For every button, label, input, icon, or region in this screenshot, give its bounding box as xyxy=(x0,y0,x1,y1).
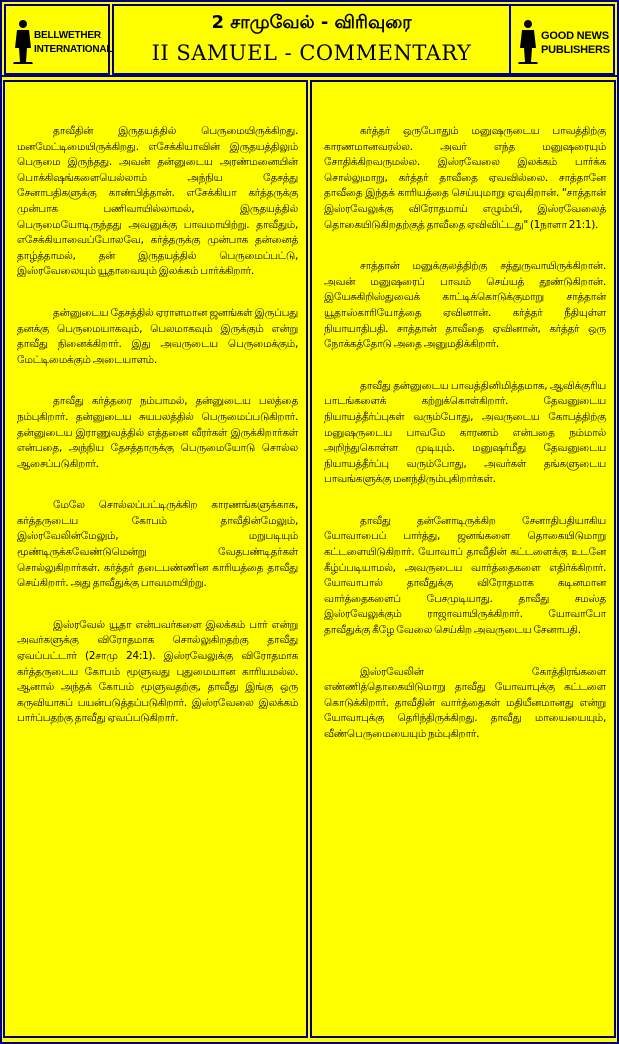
left-column xyxy=(3,80,308,1038)
bellwether-figure-icon xyxy=(12,18,34,64)
paragraph: கர்த்தர் ஒருபோதும் மனுஷருடைய பாவத்திற்கு காரணமானவரல்ல. அவர் எந்த மனுஷரையும் சோதிக்கிறவருமல்ல. இஸ்ரவேலை இலக்கம் பார்க்க சொல்லுமாறு, கர்த்தர் தாவீதை ஏவவில்லை. சாத்தானே தாவீதை இந்தக் காரியத்தை செய்யுமாறு ஏவுகிறான். "சாத்தான் இஸ்ரவேலுக்கு விரோதமாய் எழும்பி, இஸ்ரவேலைத் தொகையிடுகிறதற்குத் தாவீதை ஏவிவிட்டது" (1நாளா 21:1). xyxy=(324,125,606,231)
paragraph: இஸ்ரவேலின் கோத்திரங்களை எண்ணித்தொகையிடுமாறு தாவீது யோவாபுக்கு கட்டளை கொடுக்கிறார். தாவீதின் வார்த்தைகள் மதியீனமானது என்று யோவாபுக்கு தெரிந்திருக்கிறது. தாவீது மாயையையும், வீண்பெருமையையும் நம்புகிறார். xyxy=(324,665,606,740)
title-box xyxy=(112,4,511,75)
paragraph: மேலே சொல்லப்பட்டிருக்கிற காரணங்களுக்காக, கர்த்தருடைய கோபம் தாவீதின்மேலும், இஸ்ரவேலின்மேலும், மறுபடியும் மூண்டிருக்கவேண்டுமென்று வேதபண்டிதர்கள் சொல்லுகிறார்கள். கர்த்தர் தடைபண்ணின காரியத்தை தாவீது செய்கிறார். அது தாவீதுக்கு பாவமாயிற்று. xyxy=(17,499,298,590)
good-news-logo xyxy=(509,4,615,75)
bellwether-logo xyxy=(4,4,113,75)
left-column-text xyxy=(17,124,298,753)
right-column-text xyxy=(324,124,606,769)
paragraph: தாவீதின் இருதயத்தில் பெருமையிருக்கிறது. மனமேட்டிமையிருக்கிறது. எசேக்கியாவின் இருதயத்திலும் பெருமை இருந்தது. அவன் தன்னுடைய அரண்மனையின் பொக்கிஷங்களையெல்லாம் அந்நிய தேசத்து சேனாபதிகளுக்கு காண்பித்தான். எசேக்கியா கர்த்தருக்கு முன்பாக பணிவாயில்லாமல், இருதயத்தில் பெருமையோடிருந்தது அவனுக்கு பாவமாயிற்று. தாவீதும், எசேக்கியாவைப்போலவே, கர்த்தருக்கு முன்பாக தன்னைத் தாழ்த்தாமல், தன் இருதயத்தில் பெருமைப்பட்டு, இஸ்ரவேலையும் யூதாவையும் இலக்கம் பார்க்கிறார். xyxy=(17,125,298,278)
page-title-english: II SAMUEL - COMMENTARY xyxy=(151,41,472,65)
page-header xyxy=(0,0,619,77)
paragraph: தாவீது கர்த்தரை நம்பாமல், தன்னுடைய பலத்தை நம்புகிறார். தன்னுடைய சுயபலத்தில் பெருமைப்படுகிறார். தன்னுடைய இராணுவத்தில் எத்தனை வீரர்கள் இருக்கிறார்கள் என்பதை, அந்நிய தேசத்தாருக்கு பெருமையோடு சொல்ல ஆசைப்படுகிறார். xyxy=(17,395,298,470)
logo-left-line2: INTERNATIONAL xyxy=(34,44,113,55)
logo-left-line1: BELLWETHER xyxy=(34,30,101,41)
paragraph: தன்னுடைய தேசத்தில் ஏராளமான ஜனங்கள் இருப்பது தனக்கு பெருமையாகவும், பெலமாகவும் இருக்கும் என்று தாவீது நினைக்கிறார். இது அவருடைய பெருமைக்கும், மேட்டிமைக்கும் அடையாளம். xyxy=(17,306,298,366)
right-column xyxy=(310,80,616,1038)
page-title-tamil: 2 சாமுவேல் - விரிவுரை xyxy=(211,12,412,33)
paragraph: தாவீது தன்னுடைய பாவத்தினிமித்தமாக, ஆவிக்குரிய பாடங்களைக் கற்றுக்கொள்கிறார். தேவனுடைய நியாயத்தீர்ப்புகள் வரும்போது, அவருடைய கோபத்திற்கு மனுஷருடைய பாவமே காரணம் என்பதை நம்மால் அறிந்துகொள்ள முடியும். மனுஷர்மீது தேவனுடைய நியாயத்தீர்ப்பு வரும்போது, அவர்கள் தங்களுடைய பாவங்களுக்கு மனந்திரும்புகிறார்கள். xyxy=(324,379,606,486)
paragraph: தாவீது தன்னோடிருக்கிற சேனாதிபதியாகிய யோவாபைப் பார்த்து, ஜனங்களை தொகையிடுமாறு கட்டளையிடுகிறார். யோவாப் தாவீதின் கட்டளைக்கு உடனே கீழ்ப்படியாமல், அவருடைய வார்த்தைகளை எதிர்க்கிறார். யோவாபால் தாவீதுக்கு விரோதமாக கடினமான வார்த்தைகளைப் பேசமுடியாது. தாவீது சமஸ்த இஸ்ரவேலுக்கும் ராஜாவாயிருக்கிறார். யோவாபோ தாவீதுக்கு கீழே வேலை செய்கிற அவருடைய சேனாபதி. xyxy=(324,514,606,637)
logo-right-line1: GOOD NEWS xyxy=(541,30,609,42)
logo-right-line2: PUBLISHERS xyxy=(541,44,610,56)
paragraph: இஸ்ரவேல் யூதா என்பவர்களை இலக்கம் பார் என்று அவர்களுக்கு விரோதமாக சொல்லுகிறதற்கு தாவீது ஏவப்பட்டார் (2சாமு 24:1). இஸ்ரவேலுக்கு விரோதமாக கர்த்தருடைய கோபம் மூளுவது புதுமையான காரியமல்ல. ஆனால் அந்தக் கோபம் மூளுவதற்கு, தாவீது இங்கு ஒரு கருவியாகப் பயன்படுத்தப்படுகிறார். இஸ்ரவேலை இலக்கம் பார்ப்பதற்கு தாவீது ஏவப்படுகிறார். xyxy=(17,618,298,725)
good-news-figure-icon xyxy=(517,18,539,64)
paragraph: சாத்தான் மனுக்குலத்திற்கு சத்துருவாயிருக்கிறான். அவன் மனுஷரைப் பாவம் செய்யத் தூண்டுகிறான். இயேசுகிறிஸ்துவைக் காட்டிக்கொடுக்குமாறு சாத்தான் யூதாஸ்காரியோத்தை ஏவினான். கர்த்தர் நீதியுள்ள நியாயாதிபதி. சாத்தான் தாவீதை ஏவினான், கர்த்தர் ஒரு நோக்கத்தோடு அதை அனுமதிக்கிறார். xyxy=(324,260,606,351)
